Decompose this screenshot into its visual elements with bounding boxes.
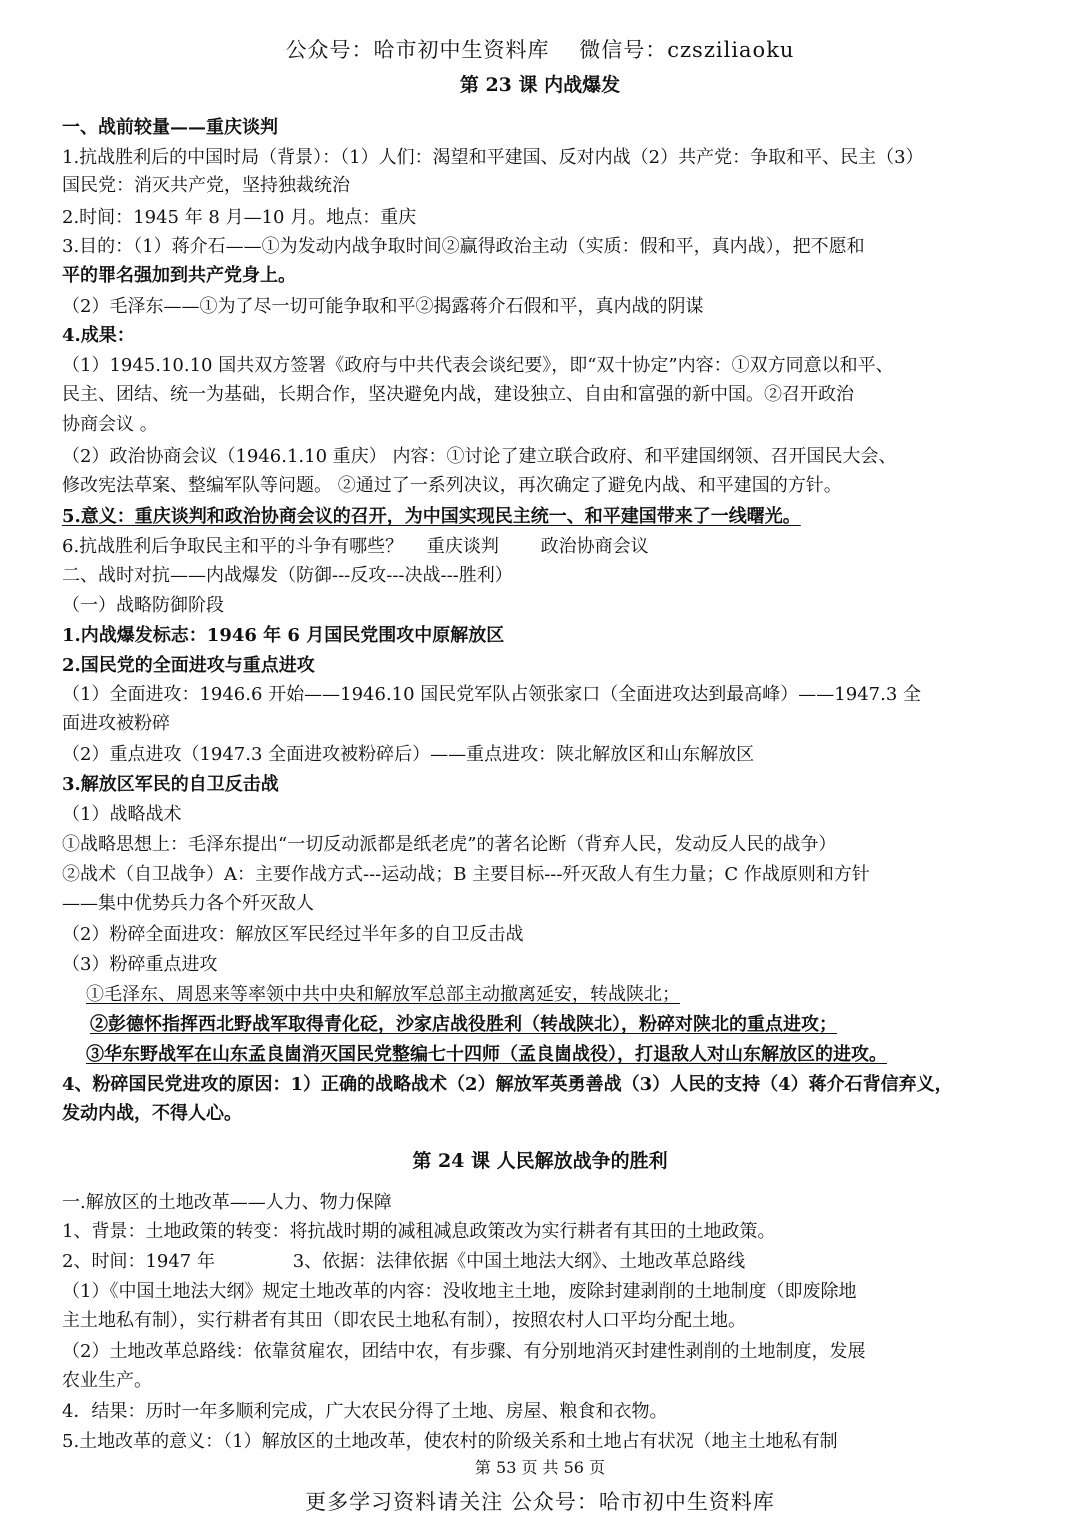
text-line: 面进攻被粉碎 <box>62 713 170 734</box>
text-line: （2）粉碎全面进攻：解放区军民经过半年多的自卫反击战 <box>62 924 524 945</box>
text-line: （2）政治协商会议（1946.1.10 重庆） 内容：①讨论了建立联合政府、和平建国纲领、召开国民大会、 <box>62 446 897 467</box>
text-line: ①战略思想上：毛泽东提出“一切反动派都是纸老虎”的著名论断（背弃人民，发动反人民的战争） <box>62 834 837 855</box>
text-line: 2.时间：1945 年 8 月—10 月。地点：重庆 <box>62 207 417 228</box>
text-line: 农业生产。 <box>62 1370 152 1391</box>
text-line: 3.解放区军民的自卫反击战 <box>62 774 279 795</box>
text-line: 协商会议 。 <box>62 414 158 435</box>
text-line: 民主、团结、统一为基础，长期合作，坚决避免内战，建设独立、自由和富强的新中国。②召开政治 <box>62 384 854 405</box>
text-line: 修改宪法草案、整编军队等问题。 ②通过了一系列决议，再次确定了避免内战、和平建国的方针。 <box>62 475 842 496</box>
text-line: 2.国民党的全面进攻与重点进攻 <box>62 655 315 676</box>
lesson-23-title: 第 23 课 内战爆发 <box>459 74 621 96</box>
text-line: （1）《中国土地法大纲》规定土地改革的内容：没收地主土地，废除封建剥削的土地制度（即废除地 <box>62 1281 857 1302</box>
text-line: 4.成果： <box>62 325 135 346</box>
text-line: （3）粉碎重点进攻 <box>62 954 218 975</box>
text-line: （2）重点进攻（1947.3 全面进攻被粉碎后）——重点进攻：陕北解放区和山东解放区 <box>62 744 755 765</box>
text-line: ②彭德怀指挥西北野战军取得青化砭，沙家店战役胜利（转战陕北），粉碎对陕北的重点进攻； <box>90 1014 837 1035</box>
text-line: （一）战略防御阶段 <box>62 595 224 616</box>
text-line: ③华东野战军在山东孟良崮消灭国民党整编七十四师（孟良崮战役），打退敌人对山东解放区的进攻。 <box>86 1044 887 1065</box>
text-line: （1）战略战术 <box>62 804 182 825</box>
text-line: 1.内战爆发标志：1946 年 6 月国民党围攻中原解放区 <box>62 625 505 646</box>
text-line: 3.目的：（1）蒋介石——①为发动内战争取时间②赢得政治主动（实质：假和平，真内战），把不愿和 <box>62 236 865 257</box>
text-line: 主土地私有制），实行耕者有其田（即农民土地私有制），按照农村人口平均分配土地。 <box>62 1310 746 1331</box>
text-line: ②战术（自卫战争）A：主要作战方式---运动战；B 主要目标---歼灭敌人有生力量；C 作战原则和方针 <box>62 864 870 885</box>
text-line: 5.土地改革的意义：（1）解放区的土地改革，使农村的阶级关系和土地占有状况（地主土地私有制 <box>62 1431 838 1452</box>
text-line: 发动内战，不得人心。 <box>62 1103 242 1124</box>
text-line: ——集中优势兵力各个歼灭敌人 <box>62 893 314 914</box>
text-line: 2、时间：1947 年 3、依据：法律依据《中国土地法大纲》、土地改革总路线 <box>62 1251 746 1272</box>
text-line: 6.抗战胜利后争取民主和平的斗争有哪些？ 重庆谈判 政治协商会议 <box>62 536 649 557</box>
section-heading: 二、战时对抗——内战爆发（防御---反攻---决战---胜利） <box>62 565 513 586</box>
text-line: 国民党：消灭共产党，坚持独裁统治 <box>62 175 350 196</box>
page-number: 第 53 页 共 56 页 <box>474 1458 606 1477</box>
text-line: （1）全面进攻：1946.6 开始——1946.10 国民党军队占领张家口（全面进攻达到最高峰）——1947.3 全 <box>62 684 922 705</box>
text-line: （2）毛泽东——①为了尽一切可能争取和平②揭露蒋介石假和平，真内战的阴谋 <box>62 296 704 317</box>
section-heading: 一、战前较量——重庆谈判 <box>62 117 278 138</box>
header-banner: 公众号：哈市初中生资料库 微信号：czsziliaoku <box>285 38 795 62</box>
section-heading: 一.解放区的土地改革——人力、物力保障 <box>62 1192 392 1213</box>
text-line: 1、背景：土地政策的转变：将抗战时期的减租减息政策改为实行耕者有其田的土地政策。 <box>62 1221 776 1242</box>
footer-banner: 更多学习资料请关注 公众号：哈市初中生资料库 <box>305 1490 775 1514</box>
text-line: 4．结果：历时一年多顺利完成，广大农民分得了土地、房屋、粮食和衣物。 <box>62 1401 668 1422</box>
text-line: （1）1945.10.10 国共双方签署《政府与中共代表会谈纪要》，即“双十协定”内容：①双方同意以和平、 <box>62 355 894 376</box>
text-line: 1.抗战胜利后的中国时局（背景）：（1）人们：渴望和平建国、反对内战（2）共产党：争取和平、民主（3） <box>62 147 924 168</box>
lesson-24-title: 第 24 课 人民解放战争的胜利 <box>412 1150 668 1172</box>
text-line: 平的罪名强加到共产党身上。 <box>62 265 296 286</box>
text-line: 5.意义：重庆谈判和政治协商会议的召开，为中国实现民主统一、和平建国带来了一线曙光。 <box>62 506 801 527</box>
text-line: （2）土地改革总路线：依靠贫雇农，团结中农，有步骤、有分别地消灭封建性剥削的土地制度，发展 <box>62 1341 866 1362</box>
text-line: 4、粉碎国民党进攻的原因：1）正确的战略战术（2）解放军英勇善战（3）人民的支持（4）蒋介石背信弃义， <box>62 1074 953 1095</box>
text-line: ①毛泽东、周恩来等率领中共中央和解放军总部主动撤离延安，转战陕北； <box>86 984 680 1005</box>
